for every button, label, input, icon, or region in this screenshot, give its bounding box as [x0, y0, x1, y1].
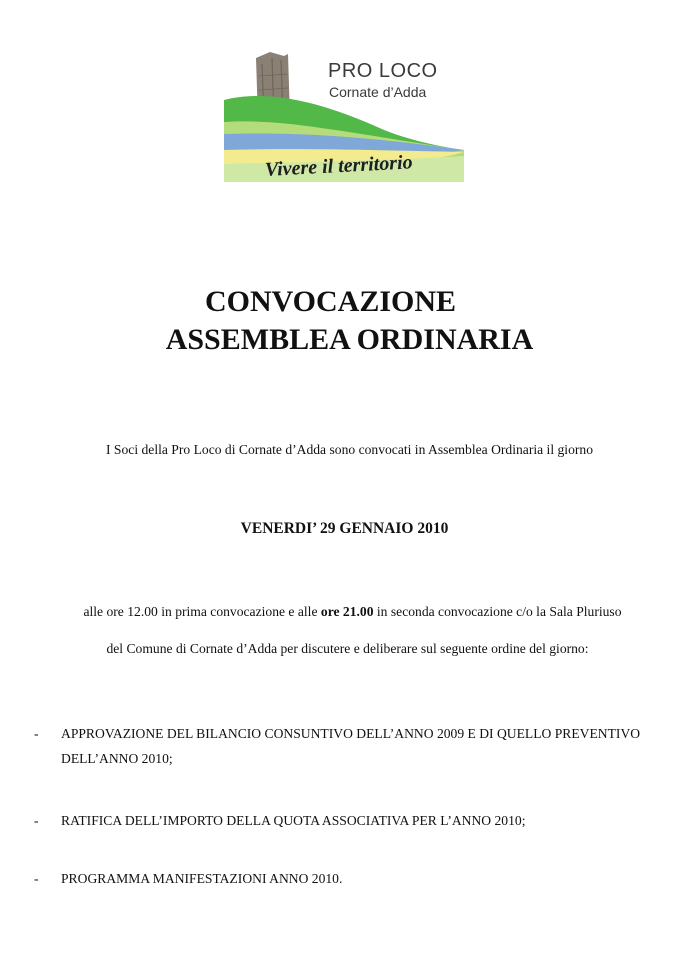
agenda-bullet: - — [34, 871, 39, 886]
schedule-line-2: del Comune di Cornate d’Adda per discutere e deliberare sul seguente ordine del giorno: — [106, 641, 589, 656]
schedule-text-end: in seconda convocazione c/o la Sala Pluriuso — [373, 604, 622, 619]
title-line-1: CONVOCAZIONE — [204, 285, 457, 318]
agenda-item — [34, 808, 684, 833]
agenda-item — [34, 866, 684, 891]
agenda-bullet: - — [34, 726, 39, 741]
logo-title: PRO LOCO — [328, 60, 438, 82]
intro-paragraph: I Soci della Pro Loco di Cornate d’Adda sono convocati in Assemblea Ordinaria il giorno — [106, 442, 593, 457]
title-line-2: ASSEMBLEA ORDINARIA — [165, 323, 534, 356]
agenda-item-text: APPROVAZIONE DEL BILANCIO CONSUNTIVO DELL’ANNO 2009 E DI QUELLO PREVENTIVO DELL’ANNO 2010; — [61, 726, 641, 766]
logo-subtitle: Cornate d’Adda — [329, 84, 427, 100]
schedule-second-call-time: ore 21.00 — [320, 604, 374, 619]
schedule-text-start: alle ore 12.00 in prima convocazione e alle — [83, 604, 321, 619]
agenda-bullet: - — [34, 813, 39, 828]
agenda-item-text: RATIFICA DELL’IMPORTO DELLA QUOTA ASSOCIATIVA PER L’ANNO 2010; — [61, 813, 526, 828]
agenda-item-text: PROGRAMMA MANIFESTAZIONI ANNO 2010. — [61, 871, 343, 886]
agenda-item — [34, 721, 684, 771]
logo-slogan: Vivere il territorio — [264, 151, 414, 181]
meeting-date: VENERDI’ 29 GENNAIO 2010 — [240, 520, 449, 537]
